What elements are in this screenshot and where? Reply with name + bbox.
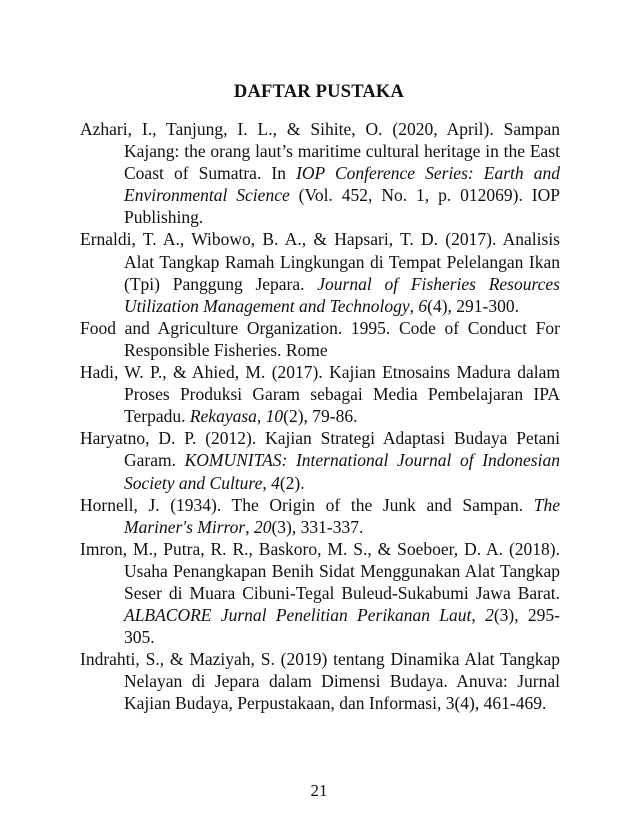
reference-italic-text: 2: [485, 605, 494, 626]
reference-entry: [80, 361, 560, 427]
reference-text: (2).: [279, 472, 305, 493]
reference-entry: [80, 427, 560, 493]
reference-entry: [80, 118, 560, 228]
reference-text: Hadi, W. P., & Ahied, M. (2017). Kajian Etnosains Madura dalam Proses Produksi Garam sebagai Media Pembelajaran IPA Terpadu.: [80, 362, 560, 427]
reference-italic-text: Rekayasa: [189, 406, 257, 427]
reference-italic-text: IOP Conference Series: Earth and Environmental Science: [124, 163, 560, 206]
reference-list: [80, 118, 560, 715]
reference-entry: [80, 228, 560, 316]
reference-text: (2), 79-86.: [283, 406, 358, 427]
reference-italic-text: 20: [253, 516, 272, 537]
page-title: DAFTAR PUSTAKA: [233, 82, 405, 102]
reference-text: Azhari, I., Tanjung, I. L., & Sihite, O. (2020, April). Sampan Kajang: the orang laut’s maritime cultural heritage in the East Coast of Sumatra. In: [80, 119, 560, 184]
reference-italic-text: 6: [418, 295, 428, 316]
reference-italic-text: The Mariner's Mirror: [124, 494, 560, 537]
reference-text: Ernaldi, T. A., Wibowo, B. A., & Hapsari, T. D. (2017). Analisis Alat Tangkap Ramah Lingkungan di Tempat Pelelangan Ikan (Tpi) Panggung Jepara.: [80, 229, 560, 294]
reference-entry: [80, 494, 560, 538]
reference-text: ,: [245, 516, 254, 537]
reference-text: ,: [409, 295, 419, 316]
reference-text: ,: [256, 406, 266, 427]
reference-italic-text: ALBACORE Jurnal Penelitian Perikanan Laut: [124, 605, 472, 626]
reference-italic-text: 4: [271, 472, 280, 493]
reference-entry: [80, 538, 560, 648]
reference-text: Imron, M., Putra, R. R., Baskoro, M. S., & Soeboer, D. A. (2018). Usaha Penangkapan Benih Sidat Menggunakan Alat Tangkap Seser di Muara Cibuni-Tegal Buleud-Sukabumi Jawa Barat.: [80, 538, 560, 603]
page-number: 21: [310, 781, 328, 800]
reference-text: Haryatno, D. P. (2012). Kajian Strategi Adaptasi Budaya Petani Garam.: [80, 428, 560, 471]
reference-text: Food and Agriculture Organization. 1995. Code of Conduct For Responsible Fisheries. Rome: [80, 317, 560, 360]
reference-italic-text: 10: [265, 406, 284, 427]
reference-entry: [80, 317, 560, 361]
reference-text: (3), 295-305.: [124, 605, 561, 648]
reference-entry: [80, 648, 560, 714]
reference-italic-text: Journal of Fisheries Resources Utilization Management and Technology: [124, 273, 560, 316]
reference-text: ,: [262, 472, 272, 493]
reference-text: ,: [471, 605, 486, 626]
reference-text: (3), 331-337.: [271, 516, 364, 537]
reference-text: (Vol. 452, No. 1, p. 012069). IOP Publishing.: [124, 185, 560, 228]
reference-text: Indrahti, S., & Maziyah, S. (2019) tentang Dinamika Alat Tangkap Nelayan di Jepara dalam Dimensi Budaya. Anuva: Jurnal Kajian Budaya, Perpustakaan, dan Informasi, 3(4), 461-469.: [80, 649, 560, 714]
reference-text: (4), 291-300.: [427, 295, 520, 316]
reference-italic-text: KOMUNITAS: International Journal of Indonesian Society and Culture: [124, 450, 560, 493]
reference-text: Hornell, J. (1934). The Origin of the Junk and Sampan.: [80, 494, 534, 515]
